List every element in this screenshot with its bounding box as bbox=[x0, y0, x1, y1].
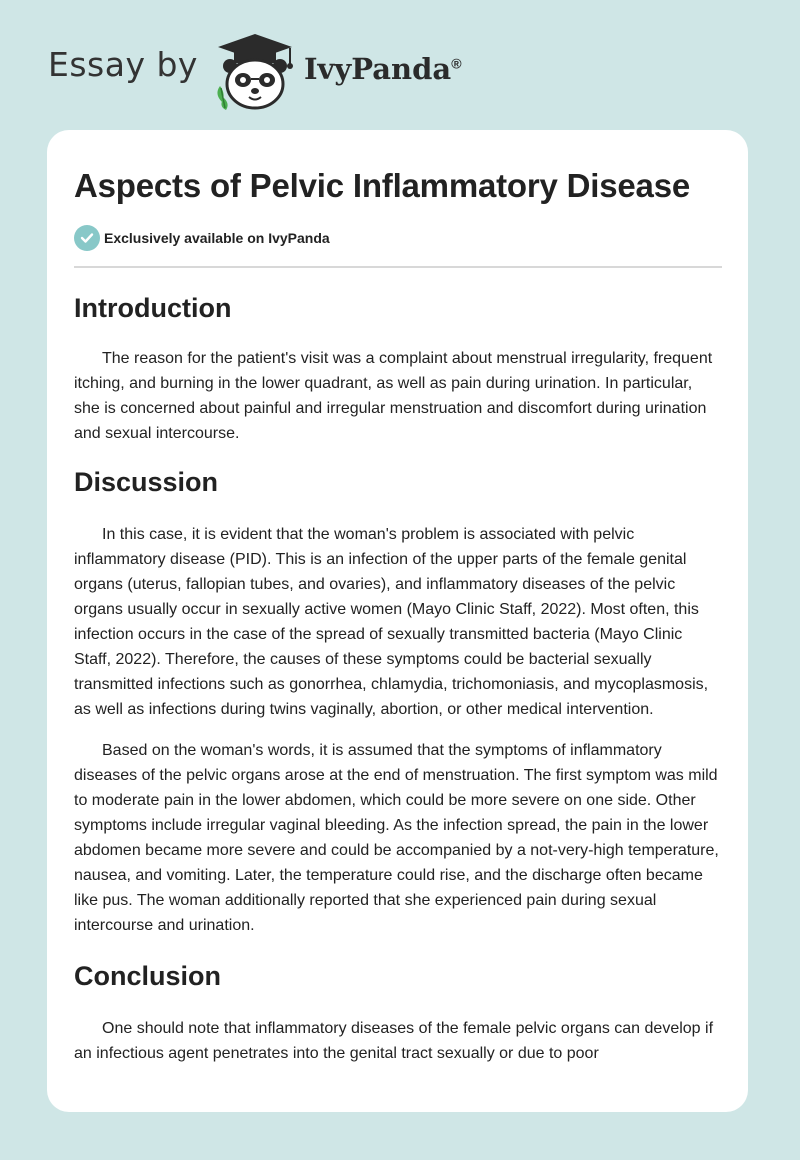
check-circle-icon bbox=[74, 225, 100, 251]
section-heading-introduction: Introduction bbox=[74, 293, 232, 323]
panda-graduate-icon bbox=[212, 30, 298, 110]
paragraph: One should note that inflammatory diseases of the female pelvic organs can develop if an infectious agent penetrates into the genital tract sexually or due to poor bbox=[74, 1020, 714, 1062]
exclusive-badge bbox=[74, 224, 722, 252]
ivypanda-logo-link[interactable] bbox=[212, 30, 462, 110]
essay-title: Aspects of Pelvic Inflammatory Disease bbox=[74, 167, 691, 204]
brand-header bbox=[48, 30, 462, 110]
section-heading-discussion: Discussion bbox=[74, 467, 219, 497]
paragraph: The reason for the patient's visit was a complaint about menstrual irregularity, frequent itching, and burning in the lower quadrant, as well as pain during urination. In particular, she is concerned about painful and irregular menstruation and discomfort during urination and sexual intercourse. bbox=[74, 350, 713, 442]
paragraph: Based on the woman's words, it is assumed that the symptoms of inflammatory diseases of the pelvic organs arose at the end of menstruation. The first symptom was mild to moderate pain in the lower abdomen, which could be more severe on one side. Other symptoms include irregular vaginal bleeding. As the infection spread, the pain in the lower abdomen became more severe and could be accompanied by a not-very-high temperature, nausea, and vomiting. Later, the temperature could rise, and the discharge often became like pus. The woman additionally reported that she experienced pain during sexual intercourse and urination. bbox=[74, 742, 719, 934]
paragraph: In this case, it is evident that the woman's problem is associated with pelvic inflammatory disease (PID). This is an infection of the upper parts of the female genital organs (uterus, fallopian tubes, and ovaries), and inflammatory diseases of the pelvic organs usually occur in sexually active women (Mayo Clinic Staff, 2022). Most often, this infection occurs in the case of the spread of sexually transmitted bacteria (Mayo Clinic Staff, 2022). Therefore, the causes of these symptoms could be bacterial sexually transmitted infections such as gonorrhea, chlamydia, trichomoniasis, and mycoplasmosis, as well as infections during twins vaginally, abortion, or other medical intervention. bbox=[74, 526, 709, 718]
essay-card bbox=[47, 130, 748, 1112]
exclusive-badge-text: Exclusively available on IvyPanda bbox=[104, 230, 330, 246]
brand-prefix: Essay by bbox=[48, 44, 198, 84]
title-divider bbox=[74, 266, 722, 268]
brand-name: IvyPanda® bbox=[303, 52, 462, 86]
section-heading-conclusion: Conclusion bbox=[74, 961, 221, 991]
